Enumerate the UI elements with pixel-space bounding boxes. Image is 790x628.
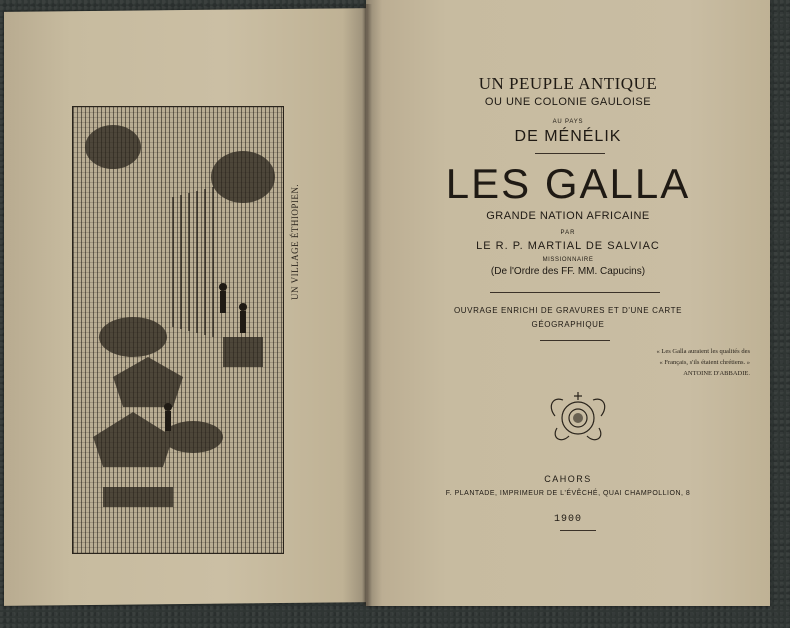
order-divider	[490, 292, 660, 293]
city: CAHORS	[544, 474, 592, 484]
engraving-caption: UN VILLAGE ÉTHIOPIEN.	[290, 183, 300, 300]
subtitle: GRANDE NATION AFRICAINE	[486, 210, 650, 222]
village-engraving	[72, 106, 284, 554]
publisher-emblem	[545, 386, 611, 446]
epigraph-author: ANTOINE D'ABBADIE.	[683, 370, 750, 377]
epigraph-line-1: « Les Galla auraient les qualités des	[656, 348, 750, 355]
year: 1900	[553, 514, 582, 525]
title-line-4: DE MÉNÉLIK	[514, 128, 622, 145]
order-line: (De l'Ordre des FF. MM. Capucins)	[490, 266, 646, 277]
main-title: LES GALLA	[445, 160, 691, 207]
title-divider	[535, 153, 605, 154]
par-label: PAR	[560, 230, 576, 236]
author: LE R. P. MARTIAL DE SALVIAC	[476, 240, 660, 252]
title-line-3: AU PAYS	[552, 119, 584, 125]
epigraph-line-2: « Français, s'ils étaient chrétiens. »	[659, 359, 750, 366]
ouvrage-line-1: OUVRAGE ENRICHI DE GRAVURES ET D'UNE CARTE	[453, 306, 683, 315]
printer: F. PLANTADE, IMPRIMEUR DE L'ÉVÊCHÉ, QUAI CHAMPOLLION, 8	[445, 490, 691, 497]
ouvrage-divider	[540, 340, 610, 341]
epigraph	[580, 346, 750, 379]
missionnaire-label: MISSIONNAIRE	[542, 257, 594, 263]
engraving-illustration	[73, 107, 283, 553]
title-line-1: UN PEUPLE ANTIQUE	[478, 74, 658, 93]
title-line-2: OU UNE COLONIE GAULOISE	[484, 96, 652, 108]
year-underline	[560, 530, 596, 531]
ouvrage-line-2: GÉOGRAPHIQUE	[531, 320, 605, 329]
